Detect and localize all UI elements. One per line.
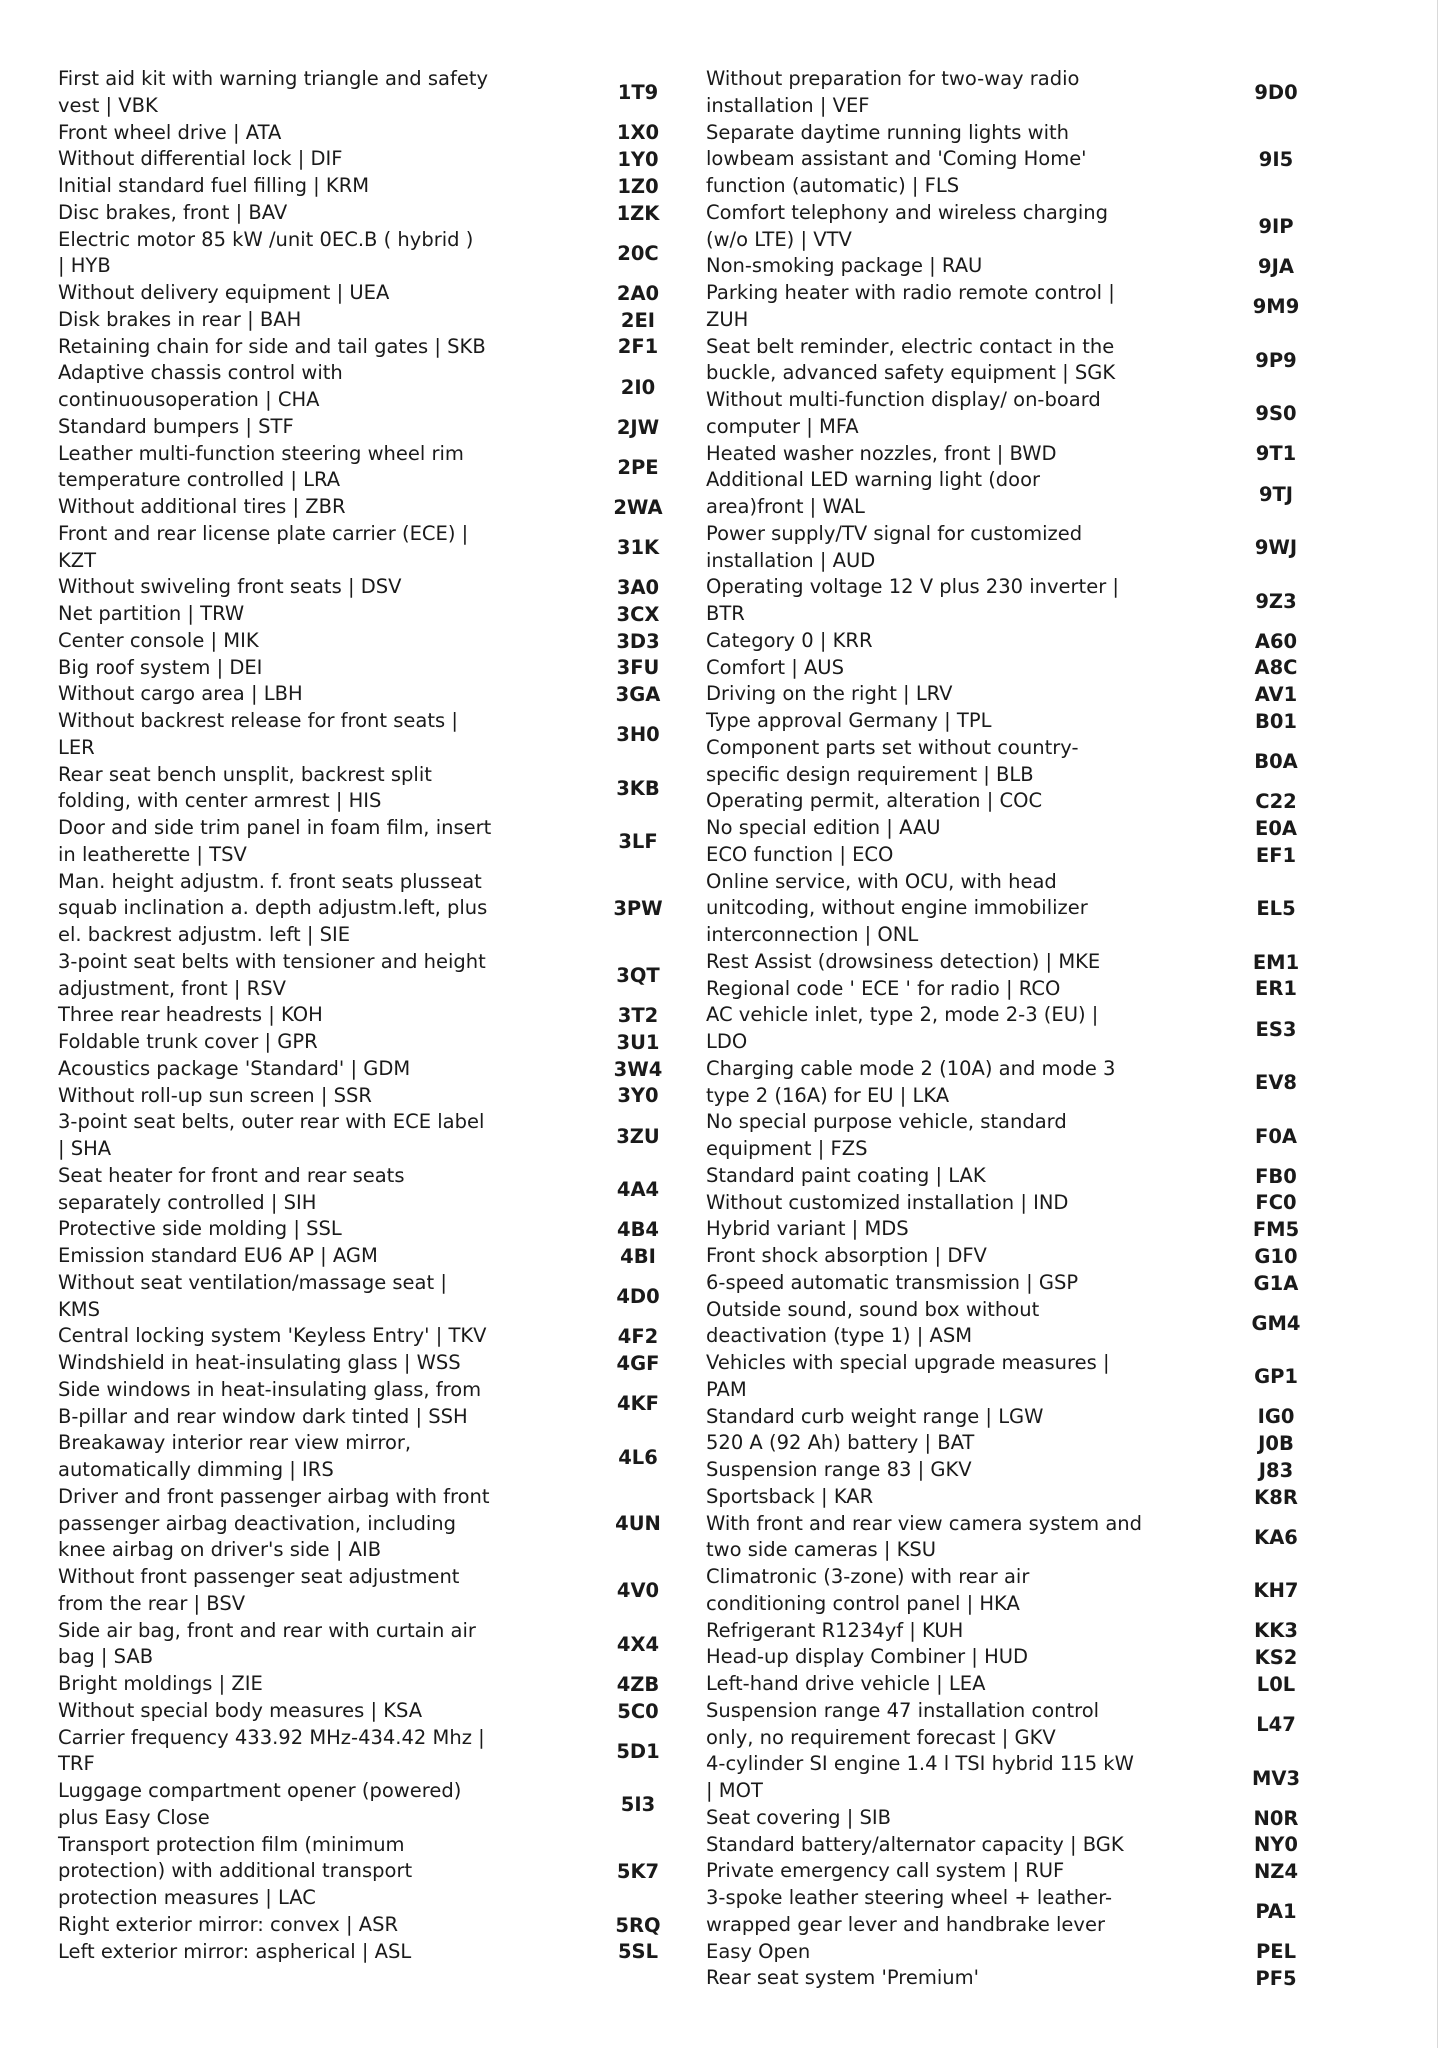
equipment-description: Rear seat system 'Premium' xyxy=(706,1966,979,1990)
equipment-code: 2JW xyxy=(616,415,660,439)
equipment-code: 2PE xyxy=(617,455,659,479)
equipment-code: 4ZB xyxy=(616,1672,660,1696)
equipment-code: GM4 xyxy=(1251,1311,1301,1335)
equipment-code: 3W4 xyxy=(613,1057,663,1081)
equipment-description: Front and rear license plate carrier (ECE) | KZT xyxy=(58,521,469,572)
equipment-entry xyxy=(706,1216,1376,1243)
equipment-description: Acoustics package 'Standard' | GDM xyxy=(58,1056,411,1080)
equipment-entry xyxy=(58,1671,678,1698)
equipment-entry xyxy=(58,334,678,361)
equipment-entry xyxy=(58,1163,678,1217)
equipment-description: Three rear headrests | KOH xyxy=(58,1003,323,1027)
equipment-code: NZ4 xyxy=(1253,1860,1299,1884)
equipment-description: Without delivery equipment | UEA xyxy=(58,281,390,304)
equipment-code: MV3 xyxy=(1251,1766,1301,1790)
equipment-code: J0B xyxy=(1258,1432,1294,1456)
equipment-entry xyxy=(706,1832,1376,1859)
equipment-code: 3T2 xyxy=(617,1004,659,1028)
equipment-entry xyxy=(58,1939,678,1966)
equipment-code: A60 xyxy=(1254,629,1298,653)
equipment-description: Protective side molding | SSL xyxy=(58,1217,342,1241)
equipment-description: Outside sound, sound box without deactivation (type 1) | ASM xyxy=(706,1297,1040,1348)
equipment-code: 4X4 xyxy=(616,1632,660,1656)
equipment-description: Big roof system | DEI xyxy=(58,655,263,679)
equipment-entry xyxy=(706,574,1376,628)
equipment-description: Climatronic (3-zone) with rear air conditioning control panel | HKA xyxy=(706,1565,1030,1615)
equipment-code: 5D1 xyxy=(616,1739,660,1763)
equipment-description: Emission standard EU6 AP | AGM xyxy=(58,1244,378,1267)
equipment-entry xyxy=(706,1965,1376,1992)
equipment-description: Foldable trunk cover | GPR xyxy=(58,1030,318,1053)
equipment-entry xyxy=(706,1163,1376,1190)
equipment-description: Refrigerant R1234yf | KUH xyxy=(706,1618,964,1642)
equipment-description: Disc brakes, front | BAV xyxy=(58,200,288,224)
equipment-code: A8C xyxy=(1254,656,1298,680)
equipment-description: Door and side trim panel in foam film, insert in leatherette | TSV xyxy=(58,816,492,866)
equipment-code: F0A xyxy=(1255,1124,1297,1148)
equipment-code: 5K7 xyxy=(616,1860,660,1884)
equipment-entry xyxy=(58,1430,678,1484)
left-column xyxy=(58,66,678,1965)
equipment-entry xyxy=(706,200,1376,254)
equipment-entry xyxy=(58,227,678,281)
equipment-code: 3GA xyxy=(615,683,661,707)
equipment-entry xyxy=(58,815,678,869)
equipment-entry xyxy=(58,708,678,762)
equipment-entry xyxy=(706,1109,1376,1163)
equipment-code: 9Z3 xyxy=(1255,589,1297,613)
right-column xyxy=(706,66,1376,1992)
equipment-code: PEL xyxy=(1255,1940,1297,1964)
equipment-code: C22 xyxy=(1255,790,1297,814)
equipment-code: EL5 xyxy=(1256,897,1296,921)
equipment-entry xyxy=(706,120,1376,200)
equipment-description: 6-speed automatic transmission | GSP xyxy=(706,1270,1079,1294)
equipment-code: 9I5 xyxy=(1258,148,1294,172)
equipment-entry xyxy=(58,120,678,147)
equipment-description: Without seat ventilation/massage seat | KMS xyxy=(58,1270,447,1321)
equipment-entry xyxy=(706,842,1376,869)
equipment-entry xyxy=(58,628,678,655)
equipment-description: Component parts set without country- specific design requirement | BLB xyxy=(706,735,1079,786)
equipment-description: ECO function | ECO xyxy=(706,842,894,866)
equipment-description: Disk brakes in rear | BAH xyxy=(58,307,302,331)
equipment-entry xyxy=(706,681,1376,708)
equipment-entry xyxy=(706,1858,1376,1885)
equipment-description: Without preparation for two-way radio installation | VEF xyxy=(706,67,1080,117)
equipment-entry xyxy=(58,1725,678,1779)
equipment-entry xyxy=(706,1430,1376,1457)
equipment-entry xyxy=(58,949,678,1003)
equipment-code: 9T1 xyxy=(1255,442,1297,466)
equipment-entry xyxy=(706,1511,1376,1565)
equipment-entry xyxy=(58,1243,678,1270)
equipment-description: Type approval Germany | TPL xyxy=(706,709,992,732)
equipment-description: Retaining chain for side and tail gates | SKB xyxy=(58,334,486,358)
equipment-entry xyxy=(58,1564,678,1618)
equipment-description: Online service, with OCU, with head unitcoding, without engine immobilizer interconnection | ONL xyxy=(706,869,1088,946)
equipment-entry xyxy=(706,1484,1376,1511)
equipment-entry xyxy=(58,1377,678,1431)
equipment-description: Without swiveling front seats | DSV xyxy=(58,575,402,599)
equipment-code: KA6 xyxy=(1254,1525,1298,1549)
equipment-description: With front and rear view camera system and two side cameras | KSU xyxy=(706,1511,1143,1562)
equipment-code: 3H0 xyxy=(616,723,660,747)
equipment-code: 3FU xyxy=(616,656,660,680)
equipment-code: 9WJ xyxy=(1254,536,1298,559)
equipment-description: Windshield in heat-insulating glass | WSS xyxy=(58,1351,461,1374)
equipment-description: Standard battery/alternator capacity | BGK xyxy=(706,1832,1124,1856)
equipment-code: L0L xyxy=(1256,1672,1296,1696)
equipment-code: 1X0 xyxy=(616,121,660,145)
equipment-description: Comfort telephony and wireless charging (w/o LTE) | VTV xyxy=(706,200,1109,251)
equipment-description: Front wheel drive | ATA xyxy=(58,120,282,144)
equipment-entry xyxy=(706,708,1376,735)
equipment-entry xyxy=(706,1350,1376,1404)
equipment-description: Driver and front passenger airbag with front passenger airbag deactivation, including knee airbag on driver's side | AIB xyxy=(58,1484,490,1562)
equipment-code: 3QT xyxy=(616,964,660,987)
equipment-entry xyxy=(706,441,1376,468)
equipment-code: 1Y0 xyxy=(617,148,659,172)
equipment-description: Seat heater for front and rear seats separately controlled | SIH xyxy=(58,1163,405,1214)
equipment-description: Center console | MIK xyxy=(58,628,259,652)
equipment-code: G1A xyxy=(1253,1271,1299,1295)
equipment-description: Luggage compartment opener (powered) plus Easy Close xyxy=(58,1779,462,1829)
equipment-entry xyxy=(58,1484,678,1564)
equipment-code: 5I3 xyxy=(620,1793,656,1817)
equipment-description: Side windows in heat-insulating glass, from B-pillar and rear window dark tinted | SSH xyxy=(58,1377,482,1428)
equipment-description: Additional LED warning light (door area)front | WAL xyxy=(706,468,1041,518)
equipment-description: Suspension range 83 | GKV xyxy=(706,1458,972,1481)
equipment-entry xyxy=(58,762,678,816)
equipment-entry xyxy=(706,1805,1376,1832)
equipment-entry xyxy=(58,1323,678,1350)
equipment-description: Without cargo area | LBH xyxy=(58,682,303,706)
equipment-code: 9TJ xyxy=(1258,482,1294,506)
equipment-description: Without backrest release for front seats | LER xyxy=(58,709,458,759)
equipment-description: Suspension range 47 installation control only, no requirement forecast | GKV xyxy=(706,1698,1100,1749)
equipment-description: Without multi-function display/ on-board computer | MFA xyxy=(706,388,1101,438)
equipment-code: E0A xyxy=(1255,816,1297,840)
equipment-code: GP1 xyxy=(1254,1365,1298,1389)
equipment-entry xyxy=(58,1912,678,1939)
equipment-code: 4L6 xyxy=(618,1445,658,1469)
equipment-description: Man. height adjustm. f. front seats plusseat squab inclination a. depth adjustm.left, plus el. backrest adjustm. left | SIE xyxy=(58,869,488,946)
equipment-entry xyxy=(706,387,1376,441)
equipment-code: 4V0 xyxy=(616,1579,660,1603)
equipment-description: Standard curb weight range | LGW xyxy=(706,1404,1044,1428)
equipment-entry xyxy=(58,1056,678,1083)
equipment-code: 4GF xyxy=(616,1351,660,1375)
equipment-code: 4D0 xyxy=(616,1285,660,1308)
equipment-description: Central locking system 'Keyless Entry' | TKV xyxy=(58,1324,487,1348)
equipment-code: PA1 xyxy=(1255,1900,1297,1924)
equipment-description: Driving on the right | LRV xyxy=(706,682,953,706)
equipment-code: 9M9 xyxy=(1252,295,1300,319)
equipment-code: 4BI xyxy=(620,1244,656,1268)
equipment-description: 3-point seat belts, outer rear with ECE label | SHA xyxy=(58,1110,485,1160)
equipment-description: Without front passenger seat adjustment from the rear | BSV xyxy=(58,1565,460,1615)
equipment-code: 4B4 xyxy=(617,1218,659,1242)
equipment-description: Left exterior mirror: aspherical | ASL xyxy=(58,1939,412,1963)
equipment-code: 2F1 xyxy=(617,335,659,359)
equipment-entry xyxy=(706,1404,1376,1431)
equipment-code: 2A0 xyxy=(616,281,660,305)
equipment-code: B01 xyxy=(1255,709,1297,733)
equipment-entry xyxy=(706,1671,1376,1698)
equipment-entry xyxy=(58,1029,678,1056)
equipment-entry xyxy=(706,280,1376,334)
equipment-entry xyxy=(706,788,1376,815)
equipment-entry xyxy=(58,66,678,120)
equipment-code: 3ZU xyxy=(616,1124,660,1148)
equipment-code: FM5 xyxy=(1252,1218,1300,1242)
equipment-description: 3-point seat belts with tensioner and height adjustment, front | RSV xyxy=(58,949,486,1000)
equipment-entry xyxy=(706,1190,1376,1217)
equipment-entry xyxy=(706,815,1376,842)
equipment-entry xyxy=(58,1698,678,1725)
equipment-entry xyxy=(706,253,1376,280)
equipment-description: Standard bumpers | STF xyxy=(58,414,294,438)
equipment-entry xyxy=(58,146,678,173)
equipment-description: Hybrid variant | MDS xyxy=(706,1217,909,1241)
equipment-code: FC0 xyxy=(1255,1191,1297,1215)
equipment-entry xyxy=(58,574,678,601)
equipment-entry xyxy=(706,1618,1376,1645)
equipment-description: Vehicles with special upgrade measures | PAM xyxy=(706,1351,1110,1401)
equipment-entry xyxy=(706,66,1376,120)
equipment-description: Rear seat bench unsplit, backrest split folding, with center armrest | HIS xyxy=(58,762,432,813)
equipment-description: Breakaway interior rear view mirror, automatically dimming | IRS xyxy=(58,1431,412,1481)
equipment-code: 3PW xyxy=(613,897,663,921)
equipment-code: L47 xyxy=(1256,1713,1296,1736)
equipment-description: Regional code ' ECE ' for radio | RCO xyxy=(706,976,1061,1000)
equipment-code: 4A4 xyxy=(616,1178,660,1201)
equipment-entry xyxy=(706,976,1376,1003)
equipment-code: 9D0 xyxy=(1254,81,1298,105)
equipment-description: Electric motor 85 kW /unit 0EC.B ( hybrid ) | HYB xyxy=(58,227,474,278)
equipment-code: NY0 xyxy=(1253,1833,1298,1857)
equipment-entry xyxy=(706,1270,1376,1297)
equipment-description: Parking heater with radio remote control | ZUH xyxy=(706,281,1115,331)
equipment-description: Right exterior mirror: convex | ASR xyxy=(58,1912,398,1936)
equipment-entry xyxy=(58,173,678,200)
equipment-code: 2I0 xyxy=(620,375,656,399)
equipment-entry xyxy=(706,1939,1376,1966)
equipment-code: 3KB xyxy=(616,776,660,800)
equipment-entry xyxy=(706,1885,1376,1939)
equipment-entry xyxy=(58,441,678,495)
equipment-code: EF1 xyxy=(1255,843,1297,867)
equipment-description: Easy Open xyxy=(706,1939,811,1963)
equipment-entry xyxy=(706,521,1376,575)
equipment-entry xyxy=(58,1109,678,1163)
equipment-code: K8R xyxy=(1254,1485,1298,1509)
equipment-description: AC vehicle inlet, type 2, mode 2-3 (EU) | LDO xyxy=(706,1003,1099,1053)
equipment-entry xyxy=(706,1644,1376,1671)
equipment-entry xyxy=(58,280,678,307)
equipment-entry xyxy=(58,1350,678,1377)
equipment-code: 4KF xyxy=(617,1392,659,1415)
equipment-entry xyxy=(58,360,678,414)
equipment-entry xyxy=(706,1698,1376,1752)
equipment-code: ES3 xyxy=(1255,1017,1297,1041)
equipment-code: 9P9 xyxy=(1255,348,1297,372)
equipment-code: 9S0 xyxy=(1255,402,1297,426)
equipment-code: 5RQ xyxy=(615,1913,661,1937)
equipment-code: 2EI xyxy=(620,308,656,332)
equipment-code: EV8 xyxy=(1255,1071,1297,1094)
equipment-description: Front shock absorption | DFV xyxy=(706,1244,987,1267)
equipment-entry xyxy=(706,1056,1376,1110)
equipment-code: 31K xyxy=(616,536,660,559)
equipment-code: 5C0 xyxy=(617,1699,659,1723)
equipment-description: Comfort | AUS xyxy=(706,655,844,679)
equipment-entry xyxy=(706,1002,1376,1056)
equipment-code: 3D3 xyxy=(616,629,660,653)
equipment-entry xyxy=(58,869,678,949)
equipment-entry xyxy=(706,1457,1376,1484)
equipment-code: G10 xyxy=(1254,1244,1298,1268)
equipment-code: 3A0 xyxy=(616,576,660,600)
equipment-entry xyxy=(706,1297,1376,1351)
equipment-entry xyxy=(706,949,1376,976)
equipment-entry xyxy=(58,1270,678,1324)
equipment-code: AV1 xyxy=(1254,683,1298,707)
equipment-description: Net partition | TRW xyxy=(58,602,245,625)
equipment-code: 1Z0 xyxy=(617,174,659,198)
equipment-description: No special purpose vehicle, standard equipment | FZS xyxy=(706,1110,1067,1160)
equipment-entry xyxy=(706,869,1376,949)
equipment-description: Carrier frequency 433.92 MHz-434.42 Mhz | TRF xyxy=(58,1725,485,1776)
page-edge-line xyxy=(1437,0,1438,2048)
equipment-description: Operating permit, alteration | COC xyxy=(706,789,1043,813)
equipment-entry xyxy=(706,735,1376,789)
equipment-code: 5SL xyxy=(617,1940,659,1964)
equipment-entry xyxy=(58,681,678,708)
equipment-entry xyxy=(58,1832,678,1912)
equipment-entry xyxy=(706,1564,1376,1618)
equipment-description: Seat covering | SIB xyxy=(706,1805,892,1829)
equipment-code: ER1 xyxy=(1255,977,1297,1001)
equipment-description: Without differential lock | DIF xyxy=(58,147,343,171)
equipment-description: Power supply/TV signal for customized installation | AUD xyxy=(706,521,1083,572)
equipment-entry xyxy=(58,601,678,628)
equipment-entry xyxy=(58,1778,678,1832)
equipment-description: Without roll-up sun screen | SSR xyxy=(58,1083,372,1107)
equipment-description: Charging cable mode 2 (10A) and mode 3 type 2 (16A) for EU | LKA xyxy=(706,1056,1116,1107)
equipment-code: 1ZK xyxy=(616,201,660,225)
equipment-entry xyxy=(58,521,678,575)
equipment-code: 3Y0 xyxy=(617,1084,659,1108)
equipment-description: 520 A (92 Ah) battery | BAT xyxy=(706,1431,975,1455)
equipment-code: 2WA xyxy=(613,495,663,519)
equipment-description: Transport protection film (minimum protection) with additional transport protection measures | LAC xyxy=(58,1832,413,1909)
equipment-description: First aid kit with warning triangle and safety vest | VBK xyxy=(58,67,489,117)
equipment-entry xyxy=(58,1083,678,1110)
equipment-code: 4UN xyxy=(615,1512,661,1536)
equipment-description: No special edition | AAU xyxy=(706,816,941,839)
equipment-description: Without additional tires | ZBR xyxy=(58,495,346,518)
equipment-description: Operating voltage 12 V plus 230 inverter | BTR xyxy=(706,575,1119,625)
equipment-description: Private emergency call system | RUF xyxy=(706,1859,1065,1883)
equipment-description: Non-smoking package | RAU xyxy=(706,254,983,278)
equipment-code: KH7 xyxy=(1253,1579,1299,1603)
equipment-entry xyxy=(58,414,678,441)
equipment-code: EM1 xyxy=(1252,950,1300,974)
equipment-entry xyxy=(706,1751,1376,1805)
equipment-code: IG0 xyxy=(1257,1405,1295,1429)
equipment-code: 9IP xyxy=(1258,215,1294,238)
equipment-entry xyxy=(706,628,1376,655)
equipment-code: KK3 xyxy=(1254,1619,1298,1643)
equipment-description: Left-hand drive vehicle | LEA xyxy=(706,1672,986,1695)
equipment-entry xyxy=(706,1243,1376,1270)
equipment-code: 3LF xyxy=(618,830,658,854)
equipment-description: Without special body measures | KSA xyxy=(58,1698,423,1722)
equipment-code: N0R xyxy=(1253,1806,1299,1830)
equipment-description: Initial standard fuel filling | KRM xyxy=(58,174,370,197)
equipment-entry xyxy=(58,494,678,521)
equipment-entry xyxy=(706,467,1376,521)
equipment-description: Standard paint coating | LAK xyxy=(706,1163,986,1187)
equipment-entry xyxy=(58,1216,678,1243)
equipment-description: Without customized installation | IND xyxy=(706,1190,1069,1214)
equipment-description: Bright moldings | ZIE xyxy=(58,1672,263,1695)
equipment-entry xyxy=(58,1618,678,1672)
equipment-description: Separate daytime running lights with lowbeam assistant and 'Coming Home' function (automatic) | FLS xyxy=(706,120,1087,197)
equipment-description: Leather multi-function steering wheel rim temperature controlled | LRA xyxy=(58,441,464,492)
equipment-description: Rest Assist (drowsiness detection) | MKE xyxy=(706,949,1101,973)
equipment-entry xyxy=(58,655,678,682)
equipment-code: FB0 xyxy=(1255,1164,1297,1188)
equipment-description: 4-cylinder SI engine 1.4 l TSI hybrid 115 kW | MOT xyxy=(706,1752,1134,1802)
equipment-entry xyxy=(58,200,678,227)
equipment-code: 20C xyxy=(617,241,659,265)
equipment-code: 3U1 xyxy=(616,1030,660,1054)
equipment-code: PF5 xyxy=(1255,1967,1297,1991)
equipment-description: Side air bag, front and rear with curtain air bag | SAB xyxy=(58,1618,476,1669)
equipment-description: Category 0 | KRR xyxy=(706,628,873,652)
equipment-code: 9JA xyxy=(1258,255,1294,279)
equipment-description: 3-spoke leather steering wheel + leather- wrapped gear lever and handbrake lever xyxy=(706,1886,1113,1936)
equipment-description: Heated washer nozzles, front | BWD xyxy=(706,441,1057,465)
equipment-code: J83 xyxy=(1258,1458,1294,1482)
equipment-entry xyxy=(58,1002,678,1029)
equipment-code: KS2 xyxy=(1254,1646,1298,1670)
equipment-code: 3CX xyxy=(616,602,660,626)
equipment-entry xyxy=(706,655,1376,682)
equipment-description: Seat belt reminder, electric contact in the buckle, advanced safety equipment | SGK xyxy=(706,334,1116,385)
equipment-code: B0A xyxy=(1254,750,1298,773)
equipment-description: Adaptive chassis control with continuousoperation | CHA xyxy=(58,361,343,411)
equipment-entry xyxy=(706,334,1376,388)
equipment-description: Head-up display Combiner | HUD xyxy=(706,1645,1029,1669)
equipment-code: 4F2 xyxy=(617,1325,659,1349)
equipment-code: 1T9 xyxy=(617,81,659,105)
equipment-entry xyxy=(58,307,678,334)
equipment-description: Sportsback | KAR xyxy=(706,1484,874,1508)
